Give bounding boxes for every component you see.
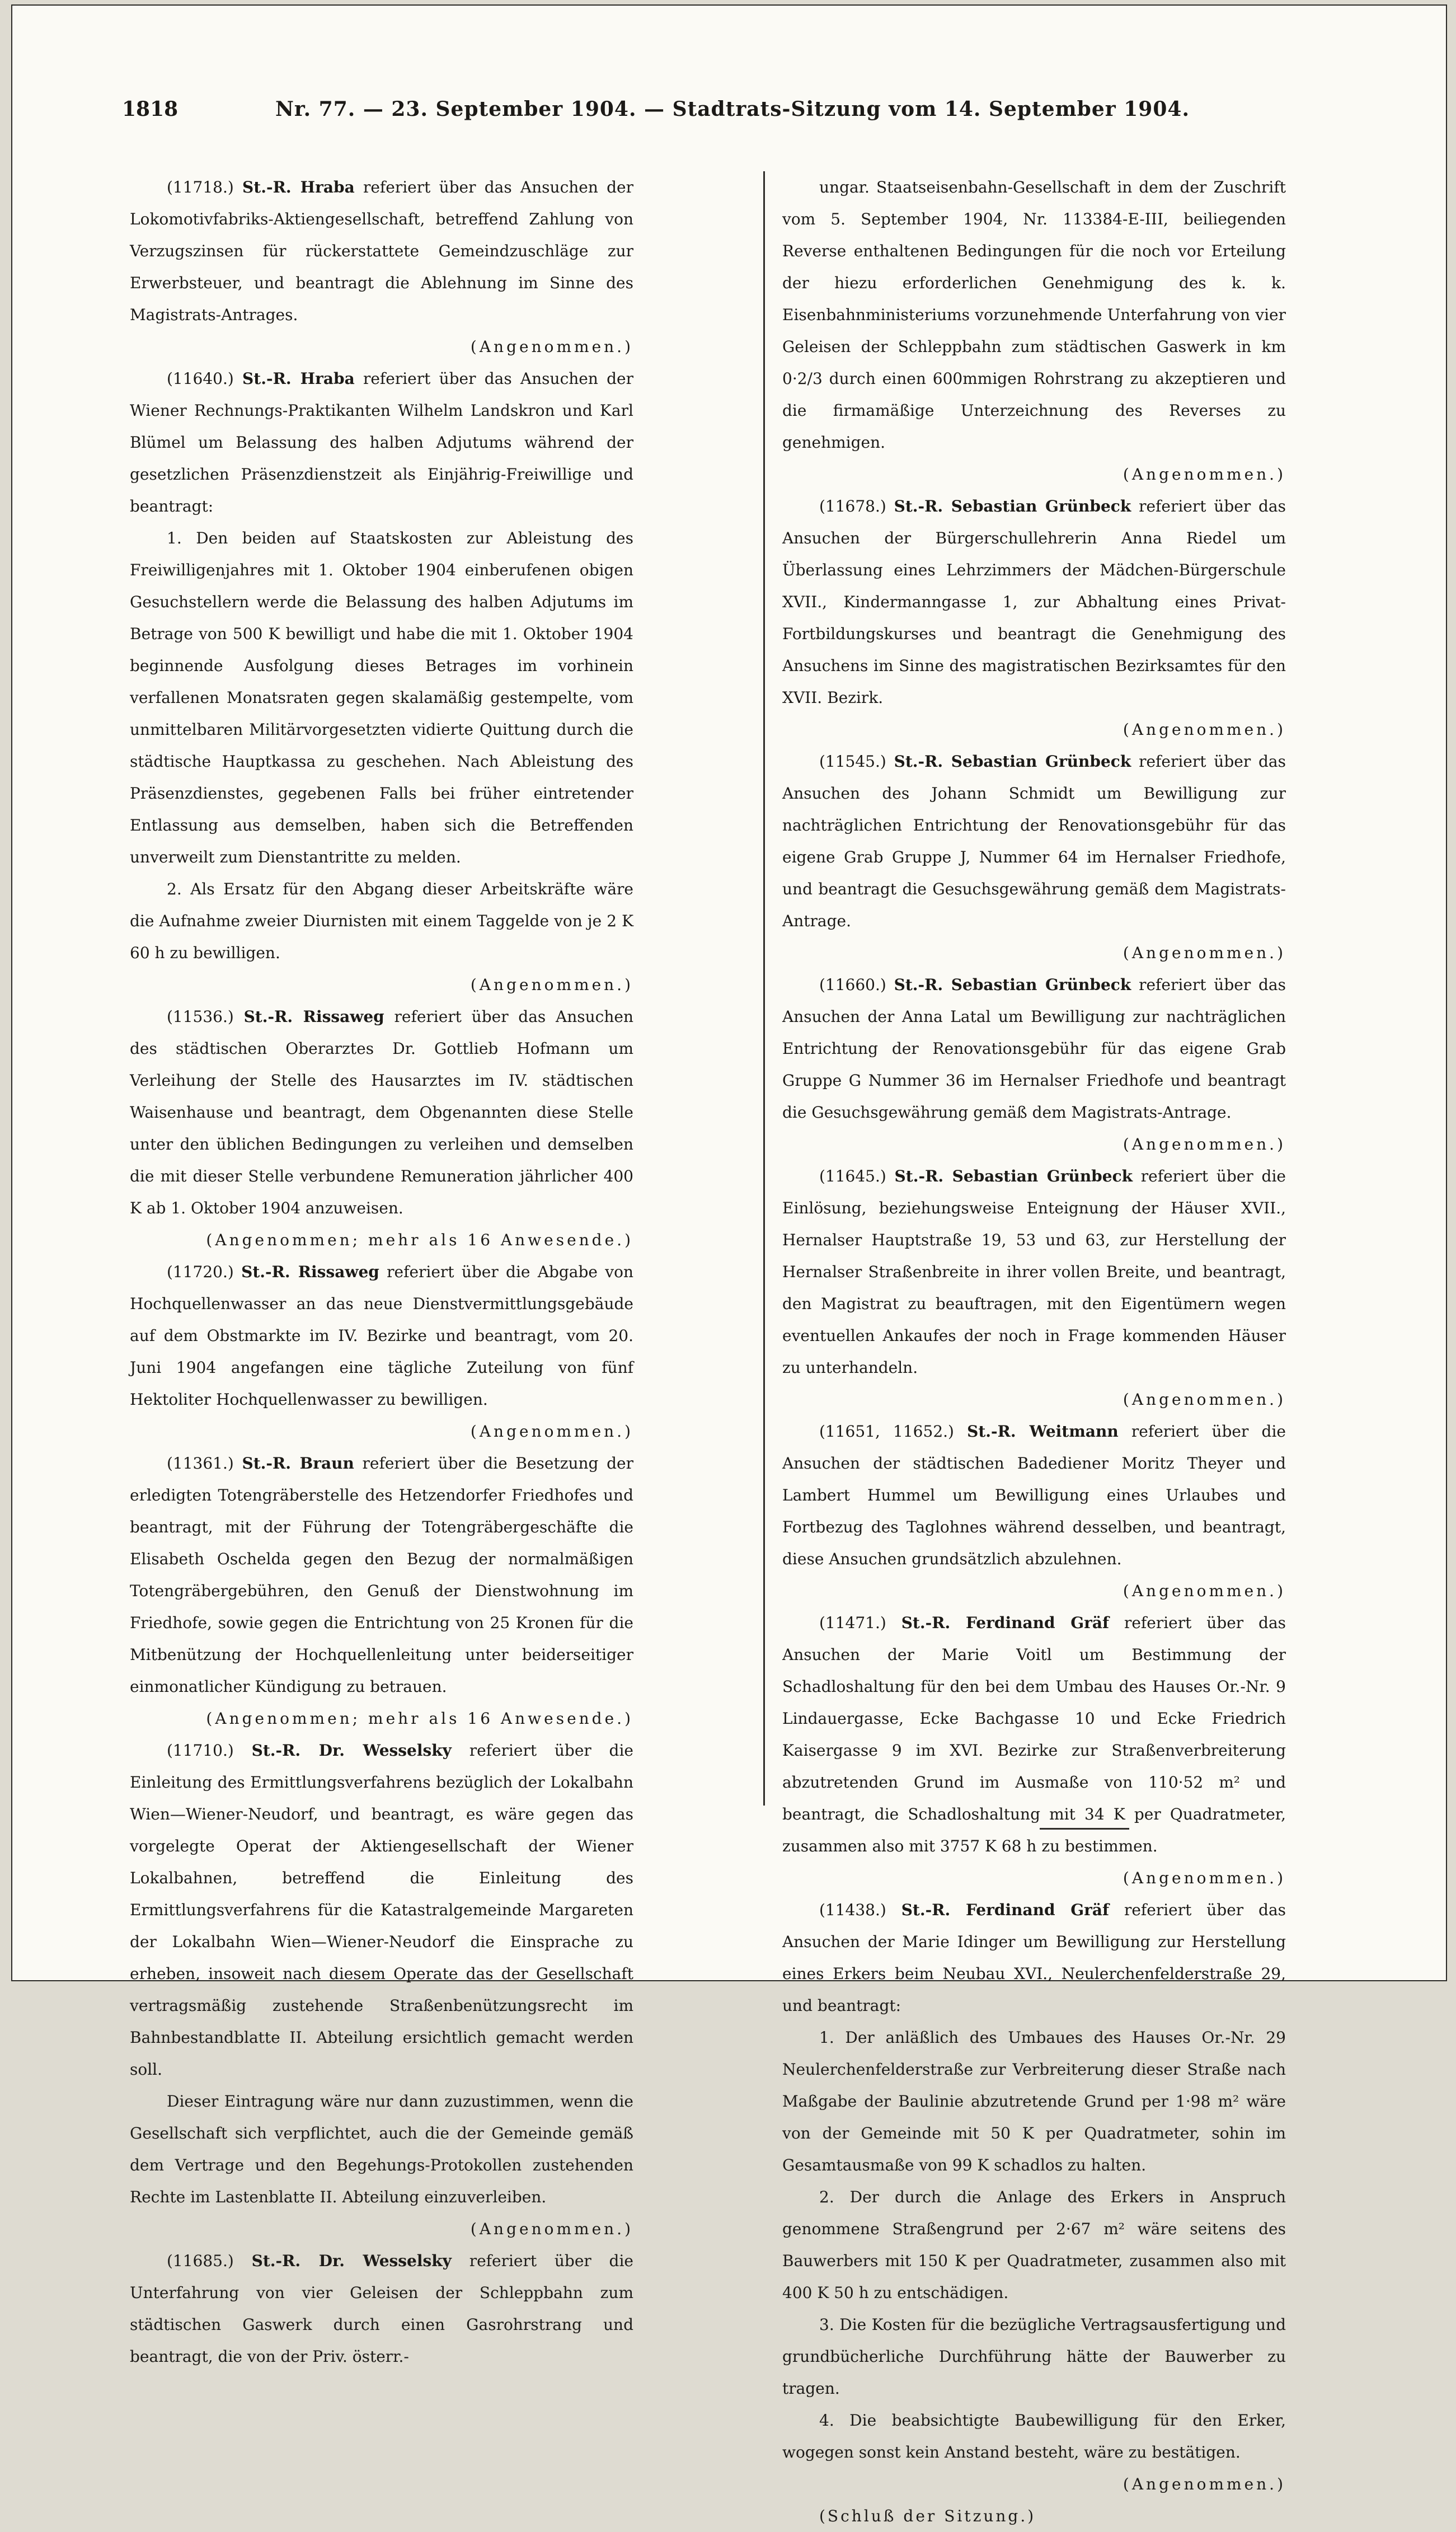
entry-text: referiert über das Ansuchen der Wiener Rechnungs-Praktikanten Wilhelm Landskron und Karl Blümel um Belassung des halben Adjutums während der gesetzlichen Präsenzdienstzeit als Einjährig-Freiwillige und beantragt: — [130, 369, 634, 515]
minutes-entry — [782, 1160, 1286, 1415]
entry-text: referiert über das Ansuchen des Johann Schmidt um Bewilligung zur nachträglichen Entrichtung der Renovationsgebühr für das eigene Grab Gruppe J, Nummer 64 im Hernalser Friedhofe, und beantragt die Gesuchsgewährung gemäß dem Magistrats-Antrage. — [782, 752, 1286, 930]
entry-text: referiert über die Unterfahrung von vier Geleisen der Schleppbahn zum städtischen Gaswerk durch einen Gasrohrstrang und beantragt, die von der Priv. österr.- — [130, 2252, 634, 2366]
entry-reference: (11685.) — [167, 2252, 234, 2270]
entry-text: 1. Der anläßlich des Umbaues des Hauses Or.-Nr. 29 Neulerchenfelderstraße zur Verbreiterung dieser Straße nach Maßgabe der Baulinie abzutretende Grund per 1·98 m² wäre von der Gemeinde mit 50 K per Quadratmeter, sohin im Gesamtausmaße von 99 K schadlos zu halten. — [782, 2028, 1286, 2174]
entry-reference: (11678.) — [819, 497, 886, 515]
entry-rapporteur: St.-R. Sebastian Grünbeck — [894, 752, 1131, 771]
entry-reference: (11471.) — [819, 1614, 886, 1632]
page-header — [122, 97, 1190, 131]
entry-status: (Angenommen.) — [1122, 465, 1286, 484]
entry-rapporteur: St.-R. Rissaweg — [241, 1263, 379, 1281]
column-divider — [763, 171, 765, 1806]
minutes-entry — [782, 2022, 1286, 2181]
entry-rapporteur: St.-R. Weitmann — [967, 1422, 1119, 1441]
minutes-entry — [130, 1001, 633, 1256]
entry-status: (Angenommen.) — [1122, 944, 1286, 962]
entry-status: (Angenommen.) — [470, 337, 633, 356]
entry-text: referiert über das Ansuchen der Lokomotivfabriks-Aktiengesellschaft, betreffend Zahlung von Verzugszinsen für rückerstattete Gemeindzuschläge zur Erwerbsteuer, und beantragt die Ablehnung im Sinne des Magistrats-Antrages. — [130, 178, 634, 324]
entry-status: (Angenommen; mehr als 16 Anwesende.) — [206, 1709, 633, 1728]
entry-text: referiert über die Einleitung des Ermittlungsverfahrens bezüglich der Lokalbahn Wien—Wiener-Neudorf, und beantragt, es wäre gegen das vorgelegte Operat der Aktiengesellschaft der Wiener Lokalbahnen, betreffend die Einleitung des Ermittlungsverfahrens für die Katastralgemeinde Margareten der Lokalbahn Wien—Wiener-Neudorf die Einsprache zu erheben, insoweit nach diesem Operate das der Gesellschaft vertragsmäßig zustehende Straßenbenützungsrecht im Bahnbestandblatte II. Abteilung ersichtlich gemacht werden soll. — [130, 1741, 634, 2079]
minutes-entry — [130, 522, 633, 873]
newspaper-page — [11, 4, 1447, 2525]
entry-status: (Angenommen.) — [470, 1422, 633, 1441]
entry-text: referiert über die Einlösung, beziehungsweise Enteignung der Häuser XVII., Hernalser Hauptstraße 19, 53 und 63, zur Herstellung der Hernalser Straßenbreite in ihrer vollen Breite, und beantragt, den Magistrat zu beauftragen, mit den Eigentümern wegen eventuellen Ankaufes der noch in Frage kommenden Häuser zu unterhandeln. — [782, 1167, 1286, 1377]
entry-text: 3. Die Kosten für die bezügliche Vertragsausfertigung und grundbücherliche Durchführung hätte der Bauwerber zu tragen. — [782, 2315, 1286, 2398]
minutes-entry — [782, 1607, 1286, 1894]
entry-reference: (11536.) — [167, 1007, 234, 1026]
entry-status: (Angenommen.) — [1122, 720, 1286, 739]
minutes-entry — [130, 1734, 633, 2085]
entry-text: referiert über das Ansuchen der Bürgerschullehrerin Anna Riedel um Überlassung eines Lehrzimmers der Mädchen-Bürgerschule XVII., Kindermanngasse 1, zur Abhaltung eines Privat-Fortbildungskurses und beantragt die Genehmigung des Ansuchens im Sinne des magistratischen Bezirksamtes für den XVII. Bezirk. — [782, 497, 1286, 707]
entry-status: (Angenommen.) — [1122, 1869, 1286, 1887]
entry-reference: (11438.) — [819, 1901, 886, 1919]
entry-status: (Angenommen.) — [470, 976, 633, 994]
minutes-entry — [782, 171, 1286, 490]
left-column — [130, 171, 633, 2372]
entry-text: referiert über das Ansuchen der Marie Idinger um Bewilligung zur Herstellung eines Erkers beim Neubau XVI., Neulerchenfelderstraße 29, und beantragt: — [782, 1901, 1286, 2015]
minutes-entry — [130, 2245, 633, 2372]
entry-reference: (11545.) — [819, 752, 886, 771]
right-column-entries — [782, 171, 1286, 2500]
closing-rule — [1040, 1828, 1129, 1830]
minutes-entry — [782, 2309, 1286, 2404]
entry-reference: (11640.) — [167, 369, 234, 388]
entry-reference: (11651, 11652.) — [819, 1422, 954, 1441]
page-number: 1818 — [122, 97, 179, 121]
minutes-entry — [130, 171, 633, 363]
entry-rapporteur: St.-R. Sebastian Grünbeck — [894, 497, 1131, 515]
minutes-entry — [782, 2404, 1286, 2500]
closing-remark: (Schluß der Sitzung.) — [819, 2507, 1036, 2525]
entry-text: 1. Den beiden auf Staatskosten zur Ableistung des Freiwilligenjahres mit 1. Oktober 1904 einberufenen obigen Gesuchstellern werde die Belassung des halben Adjutums im Betrage von 500 K bewilligt und habe die mit 1. Oktober 1904 beginnende Ausfolgung dieses Betrages im vorhinein verfallenen Monatsraten gegen skalamäßig gestempelte, vom unmittelbaren Militärvorgesetzten vidierte Quittung durch die städtische Hauptkassa zu geschehen. Nach Ableistung des Präsenzdienstes, gegebenen Falls bei früher eintretender Entlassung aus demselben, haben sich die Betreffenden unverweilt zum Dienstantritte zu melden. — [130, 529, 633, 866]
entry-text: referiert über das Ansuchen der Marie Voitl um Bestimmung der Schadloshaltung für den bei dem Umbau des Hauses Or.-Nr. 9 Lindauergasse, Ecke Bachgasse 10 und Ecke Friedrich Kaisergasse 9 im XVI. Bezirke zur Straßenverbreiterung abzutretenden Grund im Ausmaße von 110·52 m² und beantragt, die Schadloshaltung mit 34 K per Quadratmeter, zusammen also mit 3757 K 68 h zu bestimmen. — [782, 1614, 1286, 1855]
entry-status: (Angenommen.) — [1122, 1390, 1286, 1409]
entry-reference: (11645.) — [819, 1167, 886, 1185]
entry-text: 2. Als Ersatz für den Abgang dieser Arbeitskräfte wäre die Aufnahme zweier Diurnisten mit einem Taggelde von je 2 K 60 h zu bewilligen. — [130, 880, 633, 962]
minutes-entry — [130, 873, 633, 1001]
entry-rapporteur: St.-R. Hraba — [242, 178, 355, 196]
entry-text: referiert über die Besetzung der erledigten Totengräberstelle des Hetzendorfer Friedhofes und beantragt, mit der Führung der Totengräbergeschäfte die Elisabeth Oschelda gegen den Bezug der normalmäßigen Totengräbergebühren, den Genuß der Dienstwohnung im Friedhofe, sowie gegen die Entrichtung von 25 Kronen für die Mitbenützung der Hochquellenleitung unter beiderseitiger einmonatlicher Kündigung zu betrauen. — [130, 1454, 634, 1696]
entry-reference: (11718.) — [167, 178, 234, 196]
minutes-entry — [130, 1447, 633, 1734]
entry-rapporteur: St.-R. Ferdinand Gräf — [901, 1614, 1110, 1632]
minutes-entry — [782, 1894, 1286, 2022]
entry-text: referiert über das Ansuchen des städtischen Oberarztes Dr. Gottlieb Hofmann um Verleihung der Stelle des Hausarztes im IV. städtischen Waisenhause und beantragt, dem Obgenannten diese Stelle unter den üblichen Bedingungen zu verleihen und demselben die mit dieser Stelle verbundene Remuneration jährlicher 400 K ab 1. Oktober 1904 anzuweisen. — [130, 1007, 633, 1217]
running-head: Nr. 77. — 23. September 1904. — Stadtrats-Sitzung vom 14. September 1904. — [275, 97, 1190, 121]
entry-rapporteur: St.-R. Sebastian Grünbeck — [894, 1167, 1133, 1185]
minutes-entry — [130, 363, 633, 522]
minutes-entry — [782, 2181, 1286, 2309]
entry-rapporteur: St.-R. Braun — [242, 1454, 354, 1473]
minutes-entry — [130, 2085, 633, 2245]
minutes-entry — [782, 969, 1286, 1160]
entry-status: (Angenommen.) — [470, 2220, 633, 2238]
entry-rapporteur: St.-R. Rissaweg — [243, 1007, 384, 1026]
entry-rapporteur: St.-R. Sebastian Grünbeck — [894, 976, 1131, 994]
minutes-entry — [130, 1256, 633, 1447]
entry-reference: (11361.) — [167, 1454, 234, 1473]
entry-status: (Angenommen; mehr als 16 Anwesende.) — [206, 1231, 633, 1249]
entry-reference: (11720.) — [167, 1263, 234, 1281]
right-column — [782, 171, 1286, 2532]
entry-text: 2. Der durch die Anlage des Erkers in Anspruch genommene Straßengrund per 2·67 m² wäre seitens des Bauwerbers mit 150 K per Quadratmeter, zusammen also mit 400 K 50 h zu entschädigen. — [782, 2188, 1286, 2302]
entry-text: referiert über die Abgabe von Hochquellenwasser an das neue Dienstvermittlungsgebäude auf dem Obstmarkte im IV. Bezirke und beantragt, vom 20. Juni 1904 angefangen eine tägliche Zuteilung von fünf Hektoliter Hochquellenwasser zu bewilligen. — [130, 1263, 633, 1409]
entry-status: (Angenommen.) — [1122, 1582, 1286, 1600]
entry-status: (Angenommen.) — [1122, 1135, 1286, 1154]
entry-status: (Angenommen.) — [1122, 2475, 1286, 2493]
entry-rapporteur: St.-R. Dr. Wesselsky — [251, 2252, 452, 2270]
entry-reference: (11660.) — [819, 976, 886, 994]
entry-reference: (11710.) — [167, 1741, 234, 1760]
entry-text: Dieser Eintragung wäre nur dann zuzustimmen, wenn die Gesellschaft sich verpflichtet, auch die der Gemeinde gemäß dem Vertrage und den Begehungs-Protokollen zustehenden Rechte im Lastenblatte II. Abteilung einzuverleiben. — [130, 2092, 633, 2206]
entry-text: ungar. Staatseisenbahn-Gesellschaft in dem der Zuschrift vom 5. September 1904, Nr. 113384-E-III, beiliegenden Reverse enthaltenen Bedingungen für die noch vor Erteilung der hiezu erforderlichen Genehmigung des k. k. Eisenbahnministeriums vorzunehmende Unterfahrung von vier Geleisen der Schleppbahn zum städtischen Gaswerk in km 0·2/3 durch einen 600mmigen Rohrstrang zu akzeptieren und die firmamäßige Unterzeichnung des Reverses zu genehmigen. — [782, 178, 1286, 452]
entry-text: referiert über die Ansuchen der städtischen Badediener Moritz Theyer und Lambert Hummel um Bewilligung eines Urlaubes und Fortbezug des Taglohnes während desselben, und beantragt, diese Ansuchen grundsätzlich abzulehnen. — [782, 1422, 1286, 1568]
entry-rapporteur: St.-R. Dr. Wesselsky — [251, 1741, 452, 1760]
minutes-entry — [782, 490, 1286, 745]
minutes-entry — [782, 745, 1286, 969]
entry-rapporteur: St.-R. Hraba — [242, 369, 355, 388]
entry-rapporteur: St.-R. Ferdinand Gräf — [901, 1901, 1110, 1919]
entry-text: referiert über das Ansuchen der Anna Latal um Bewilligung zur nachträglichen Entrichtung der Renovationsgebühr für das eigene Grab Gruppe G Nummer 36 im Hernalser Friedhofe und beantragt die Gesuchsgewährung gemäß dem Magistrats-Antrage. — [782, 976, 1286, 1122]
minutes-entry — [782, 1415, 1286, 1607]
entry-text: 4. Die beabsichtigte Baubewilligung für den Erker, wogegen sonst kein Anstand besteht, wäre zu bestätigen. — [782, 2411, 1286, 2461]
